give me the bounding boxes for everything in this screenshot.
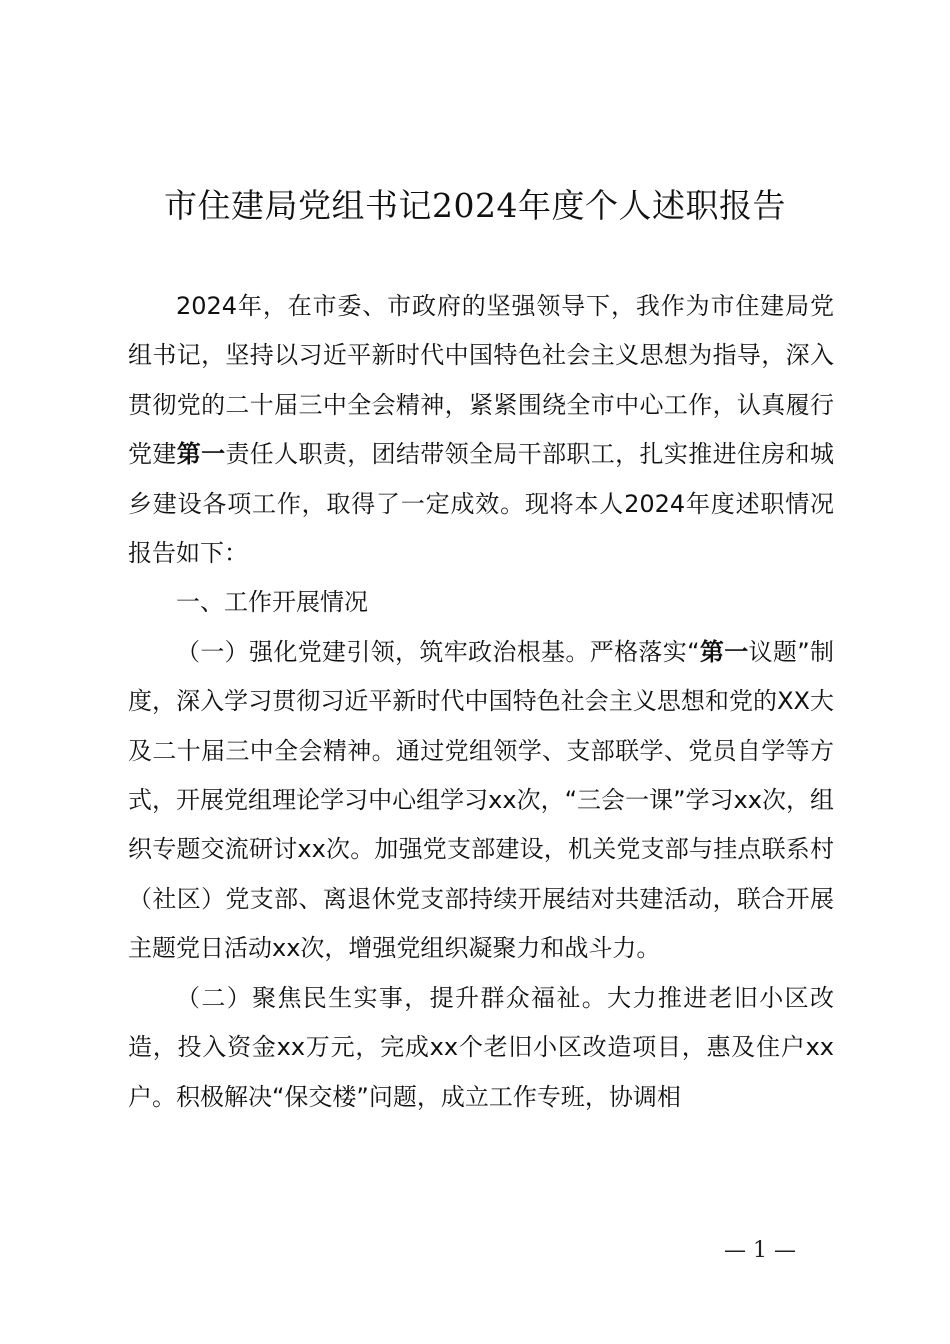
intro-text-1: 2024年，在市委、市政府的坚强领导下，我作为市住建局党组书记，坚持以习近平新时代中国特色社会主义思想为指导，深入贯彻党的二十届三中全会精神，紧紧围绕全市中心工作，认真履行党建 — [128, 292, 834, 469]
document-body — [128, 282, 834, 1122]
item1-paragraph — [128, 628, 834, 974]
page-number: — 1 — — [724, 1238, 796, 1263]
item1-text-2: 议题”制度，深入学习贯彻习近平新时代中国特色社会主义思想和党的XX大及二十届三中全会精神。通过党组领学、支部联学、党员自学等方式，开展党组理论学习中心组学习xx次，“三会一课”学习xx次，组织专题交流研讨xx次。加强党支部建设，机关党支部与挂点联系村（社区）党支部、离退休党支部持续开展结对共建活动，联合开展主题党日活动xx次，增强党组织凝聚力和战斗力。 — [128, 637, 834, 963]
intro-paragraph — [128, 282, 834, 578]
item2-paragraph: （二）聚焦民生实事，提升群众福祉。大力推进老旧小区改造，投入资金xx万元，完成xx个老旧小区改造项目，惠及住户xx户。积极解决“保交楼”问题，成立工作专班，协调相 — [128, 983, 834, 1111]
intro-bold-text: 第一 — [176, 440, 226, 469]
section-heading: 一、工作开展情况 — [176, 588, 368, 617]
document-title: 市住建局党组书记2024年度个人述职报告 — [164, 186, 786, 225]
intro-text-2: 责任人职责，团结带领全局干部职工，扎实推进住房和城乡建设各项工作，取得了一定成效。现将本人2024年度述职情况报告如下： — [128, 440, 835, 568]
item1-bold-text: 第一 — [699, 637, 749, 666]
item1-text-1: （一）强化党建引领，筑牢政治根基。严格落实“ — [176, 637, 700, 666]
